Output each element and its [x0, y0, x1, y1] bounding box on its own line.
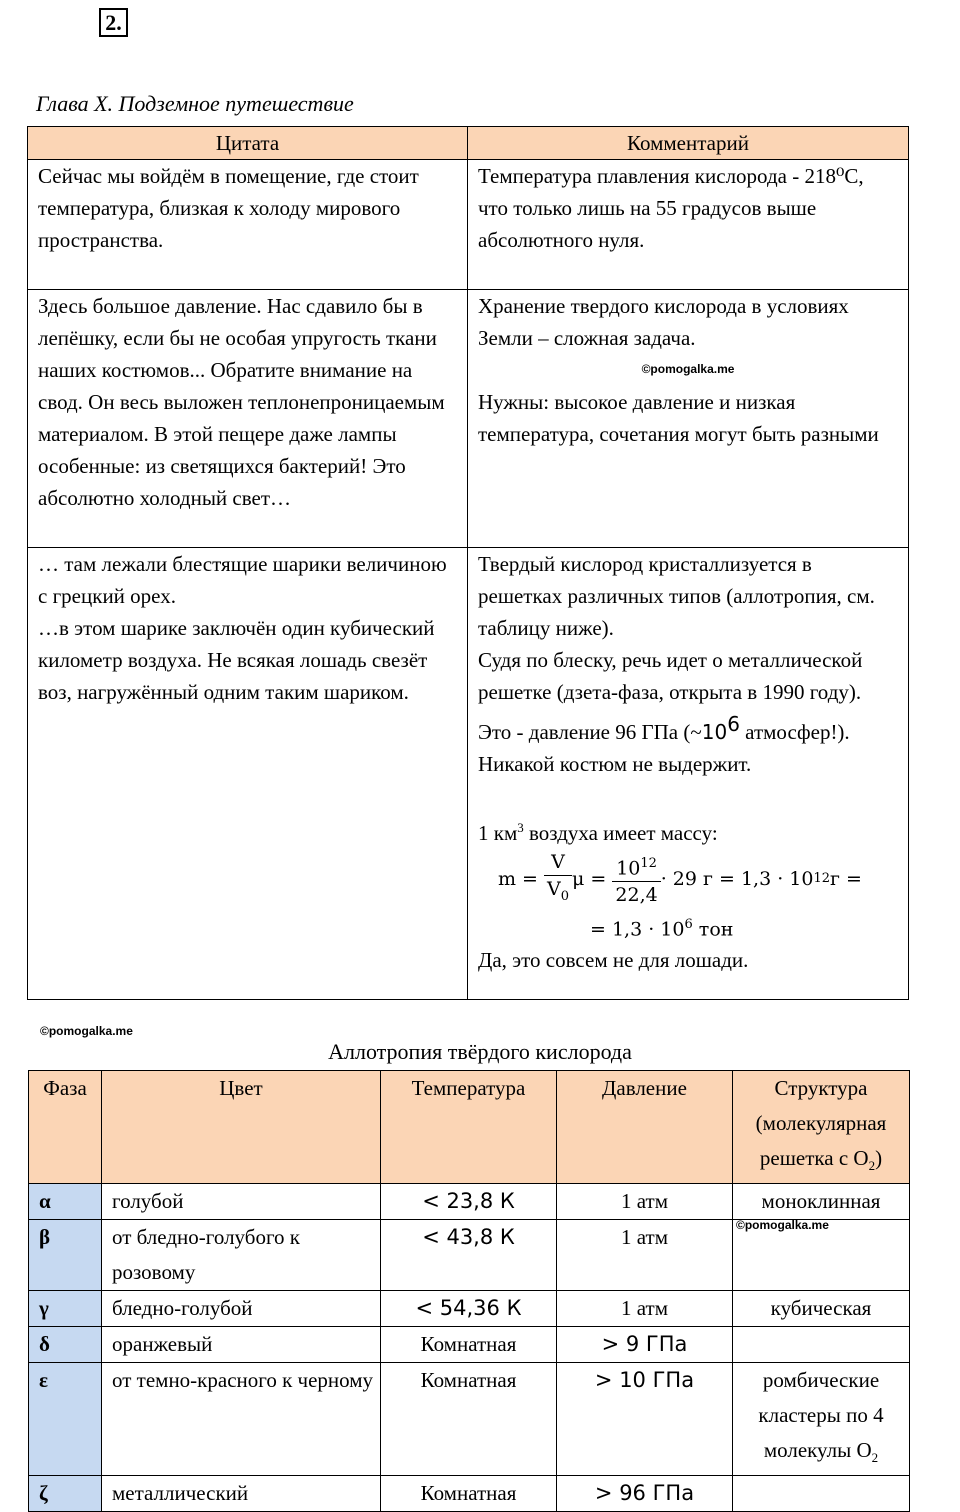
pressure-cell: 1 атм [557, 1291, 733, 1327]
watermark: ©pomogalka.me [641, 362, 735, 376]
color-cell: бледно-голубой [102, 1291, 381, 1327]
table-row [29, 1291, 910, 1327]
comment-text: Хранение твердого кислорода в условиях Земли – сложная задача. [478, 294, 855, 350]
pressure-cell: 1 атм [557, 1184, 733, 1220]
table-row-2-comment [468, 290, 909, 548]
quote-text: … там лежали блестящие шарики величиною с грецкий орех. …в этом шарике заключён один кубический километр воздуха. Не всякая лошадь свезёт воз, нагружённый одним таким шариком. [38, 552, 447, 704]
quotes-table [27, 126, 909, 1000]
header-comment: Комментарий [468, 127, 909, 160]
phase-cell: α [29, 1184, 102, 1220]
allotropy-title: Аллотропия твёрдого кислорода [328, 1039, 632, 1064]
watermark: ©pomogalka.me [736, 1218, 829, 1232]
color-cell: оранжевый [102, 1327, 381, 1363]
table-row-2-quote [28, 290, 468, 548]
conclusion-text: Да, это совсем не для лошади. [478, 948, 749, 973]
table-row [29, 1363, 910, 1476]
phase-cell: β [29, 1220, 102, 1291]
comment-text: Твердый кислород кристаллизуется в решетках различных типов (аллотропия, см. таблицу ниже). Судя по блеску, речь идет о металлической решетке (дзета-фаза, открыта в 1990 году). Это - давление 96 ГПа ($\sim 10^6$ атмосфер!). Никакой костюм не выдержит. [478, 552, 875, 776]
quote-text: Сейчас мы войдём в помещение, где стоит температура, близкая к холоду мирового пространства. [38, 164, 425, 252]
header-quote: Цитата [28, 127, 468, 160]
table-row-3-quote [28, 548, 468, 1000]
allotropy-table [28, 1070, 910, 1512]
header-color: Цвет [102, 1071, 381, 1184]
phase-cell: ε [29, 1363, 102, 1476]
comment-text-2: Нужны: высокое давление и низкая температура, сочетания могут быть разными [478, 390, 879, 446]
table-row-1-comment [468, 160, 909, 290]
table-row [29, 1327, 910, 1363]
mass-intro: 1 $км^3$ воздуха имеет массу: [478, 820, 718, 845]
color-cell: металлический [102, 1476, 381, 1512]
color-cell: голубой [102, 1184, 381, 1220]
temperature-cell: < 23,8 К [381, 1184, 557, 1220]
table-row-1-quote [28, 160, 468, 290]
temperature-cell: Комнатная [381, 1476, 557, 1512]
mass-formula: m = $\frac{V}{V_0}$ μ = $\frac{10^{12}}{22,4}$ · 29 г = 1,3 · 10 12 г = = $1,3 \cdot 10^6$ тон [498, 851, 862, 941]
table-row [29, 1184, 910, 1220]
phase-cell: δ [29, 1327, 102, 1363]
color-cell: от бледно-голубого к розовому [102, 1220, 381, 1291]
pressure-cell: > 9 ГПа [557, 1327, 733, 1363]
temperature-cell: Комнатная [381, 1327, 557, 1363]
task-number: 2. [99, 8, 128, 37]
header-phase: Фаза [29, 1071, 102, 1184]
header-structure: Структура (молекулярная решетка с $O_2$) [733, 1071, 910, 1184]
phase-cell: ζ [29, 1476, 102, 1512]
watermark: ©pomogalka.me [40, 1024, 133, 1038]
chapter-title: Глава X. Подземное путешествие [36, 91, 354, 116]
header-temperature: Температура [381, 1071, 557, 1184]
temperature-cell: < 54,36 К [381, 1291, 557, 1327]
comment-text: Температура плавления кислорода - 218⁰С, что только лишь на 55 градусов выше абсолютного нуля. [478, 164, 869, 252]
pressure-cell: > 96 ГПа [557, 1476, 733, 1512]
structure-cell: кубическая [733, 1291, 910, 1327]
structure-cell [733, 1476, 910, 1512]
table-row-3-comment [468, 548, 909, 1000]
pressure-cell: > 10 ГПа [557, 1363, 733, 1476]
header-pressure: Давление [557, 1071, 733, 1184]
quote-text: Здесь большое давление. Нас сдавило бы в лепёшку, если бы не особая упругость ткани наших костюмов... Обратите внимание на свод. Он весь выложен теплонепроницаемым материалом. В этой пещере даже лампы особенные: из светящихся бактерий! Это абсолютно холодный свет… [38, 294, 450, 510]
phase-cell: γ [29, 1291, 102, 1327]
table-row [29, 1476, 910, 1512]
structure-cell: моноклинная [733, 1184, 910, 1220]
structure-cell: ромбические кластеры по 4 молекулы $O_2$ [733, 1363, 910, 1476]
color-cell: от темно-красного к черному [102, 1363, 381, 1476]
structure-cell [733, 1327, 910, 1363]
temperature-cell: < 43,8 К [381, 1220, 557, 1291]
pressure-cell: 1 атм [557, 1220, 733, 1291]
temperature-cell: Комнатная [381, 1363, 557, 1476]
